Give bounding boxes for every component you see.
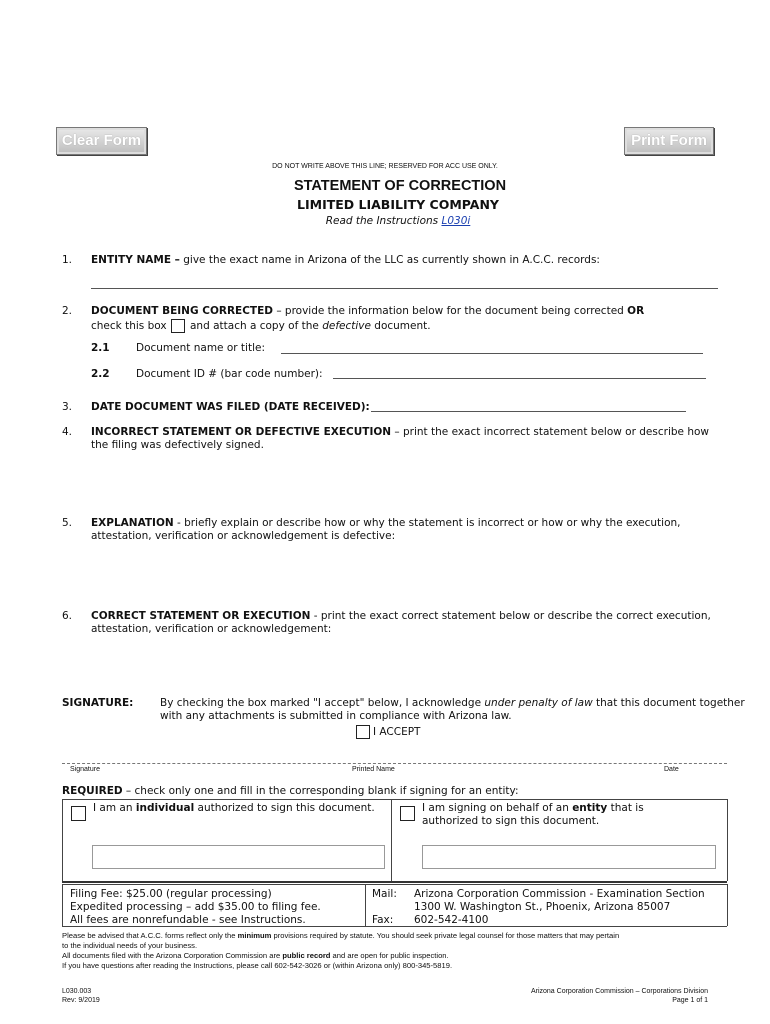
item-4-text xyxy=(91,426,709,438)
note-1c: provisions required by statute. You should seek private legal counsel for those matters that may pertain xyxy=(271,931,620,940)
item-5-number: 5. xyxy=(62,517,73,529)
note-3-public-record: public record xyxy=(282,951,331,960)
item-5-line2: attestation, verification or acknowledgement is defective: xyxy=(91,530,396,542)
page-title: STATEMENT OF CORRECTION xyxy=(293,178,507,194)
entity-text-c: that is xyxy=(607,802,644,814)
item-2-1-label: Document name or title: xyxy=(136,342,265,354)
mail-line-1: Arizona Corporation Commission - Examination Section xyxy=(414,888,705,900)
item-5-text xyxy=(91,517,681,529)
fees-box-bottom xyxy=(62,926,727,927)
item-2-attach-a: and attach a copy of the xyxy=(190,320,323,332)
fee-line-3: All fees are nonrefundable - see Instructions. xyxy=(70,914,306,926)
item-5-description: - briefly explain or describe how or why the statement is incorrect or how or why the execution, xyxy=(173,517,681,529)
item-2-2-label: Document ID # (bar code number): xyxy=(136,368,323,380)
signature-statement-line2: with any attachments is submitted in compliance with Arizona law. xyxy=(160,710,512,722)
item-6-line2: attestation, verification or acknowledgement: xyxy=(91,623,332,635)
instructions-line xyxy=(0,215,770,227)
entity-name-field[interactable] xyxy=(422,845,716,869)
required-box-top xyxy=(62,799,727,800)
attach-copy-checkbox[interactable] xyxy=(171,319,185,333)
item-2-heading: DOCUMENT BEING CORRECTED xyxy=(91,305,273,317)
i-accept-checkbox[interactable] xyxy=(356,725,370,739)
instructions-prefix: Read the Instructions xyxy=(325,215,439,227)
mail-line-2: 1300 W. Washington St., Phoenix, Arizona 85007 xyxy=(414,901,671,913)
mail-label: Mail: xyxy=(372,888,397,900)
signature-penalty: under penalty of law xyxy=(484,697,593,709)
item-2-text xyxy=(91,305,644,317)
item-1-text xyxy=(91,254,600,266)
required-box-right xyxy=(727,799,728,881)
i-accept-label: I ACCEPT xyxy=(373,726,421,738)
form-revision: Rev: 9/2019 xyxy=(62,997,100,1004)
item-4-line2: the filing was defectively signed. xyxy=(91,439,264,451)
date-column-label: Date xyxy=(664,766,679,773)
item-2-number: 2. xyxy=(62,305,73,317)
correct-statement-area[interactable] xyxy=(91,640,718,690)
required-description: – check only one and fill in the corresponding blank if signing for an entity: xyxy=(122,785,519,797)
note-line-4: If you have questions after reading the Instructions, please call 602-542-3026 or (within Arizona only) 800-345-5819. xyxy=(62,961,453,970)
item-2-or: OR xyxy=(627,305,645,317)
required-text xyxy=(62,785,519,797)
entity-text-a: I am signing on behalf of an xyxy=(422,802,573,814)
signature-column-label: Signature xyxy=(70,766,100,773)
signature-statement xyxy=(160,697,745,709)
signature-line[interactable] xyxy=(62,763,727,764)
fees-box-left xyxy=(62,884,63,926)
item-1-heading: ENTITY NAME – xyxy=(91,254,180,266)
item-4-description: – print the exact incorrect statement below or describe how xyxy=(391,426,709,438)
print-form-button[interactable]: Print Form xyxy=(624,127,714,155)
entity-text-bold: entity xyxy=(572,802,608,814)
note-1-minimum: minimum xyxy=(237,931,272,940)
signature-text-a: By checking the box marked "I accept" below, I acknowledge xyxy=(160,697,485,709)
required-box-bottom xyxy=(62,881,727,883)
entity-checkbox[interactable] xyxy=(400,806,415,821)
required-box-left xyxy=(62,799,63,881)
explanation-area[interactable] xyxy=(91,546,718,604)
item-6-heading: CORRECT STATEMENT OR EXECUTION xyxy=(91,610,311,622)
individual-name-field[interactable] xyxy=(92,845,385,869)
individual-text-a: I am an xyxy=(93,802,136,814)
note-1a: Please be advised that A.C.C. forms reflect only the xyxy=(62,931,238,940)
date-filed-field[interactable] xyxy=(371,411,686,412)
page-subtitle: LIMITED LIABILITY COMPANY xyxy=(297,197,499,212)
item-2-1-number: 2.1 xyxy=(91,342,110,354)
note-3a: All documents filed with the Arizona Corporation Commission are xyxy=(62,951,283,960)
note-line-3 xyxy=(62,951,449,960)
individual-text-c: authorized to sign this document. xyxy=(194,802,375,814)
fee-line-1: Filing Fee: $25.00 (regular processing) xyxy=(70,888,272,900)
page-number: Page 1 of 1 xyxy=(672,997,708,1004)
fax-number: 602-542-4100 xyxy=(414,914,489,926)
clear-form-button[interactable]: Clear Form xyxy=(56,127,147,155)
item-4-number: 4. xyxy=(62,426,73,438)
signature-label: SIGNATURE: xyxy=(62,697,134,709)
entity-option-line2: authorized to sign this document. xyxy=(422,815,600,827)
note-line-1 xyxy=(62,931,619,940)
incorrect-statement-area[interactable] xyxy=(91,455,718,510)
entity-name-field[interactable] xyxy=(91,288,718,289)
item-5-heading: EXPLANATION xyxy=(91,517,174,529)
note-3c: and are open for public inspection. xyxy=(330,951,449,960)
item-2-attach-text xyxy=(190,320,431,332)
fax-label: Fax: xyxy=(372,914,394,926)
item-6-number: 6. xyxy=(62,610,73,622)
individual-checkbox[interactable] xyxy=(71,806,86,821)
individual-text-bold: individual xyxy=(135,802,195,814)
item-6-description: - print the exact correct statement below or describe the correct execution, xyxy=(310,610,711,622)
item-2-description: – provide the information below for the document being corrected xyxy=(272,305,628,317)
instructions-link[interactable]: L030i xyxy=(441,215,471,227)
item-3-heading: DATE DOCUMENT WAS FILED (DATE RECEIVED): xyxy=(91,401,370,413)
entity-option-text xyxy=(422,802,644,814)
document-id-field[interactable] xyxy=(333,378,706,379)
fee-line-2: Expedited processing – add $35.00 to filing fee. xyxy=(70,901,321,913)
individual-option-text xyxy=(93,802,375,814)
item-2-attach-b: document. xyxy=(370,320,431,332)
note-line-2: to the individual needs of your business. xyxy=(62,941,198,950)
item-3-number: 3. xyxy=(62,401,73,413)
reserved-note: DO NOT WRITE ABOVE THIS LINE; RESERVED FOR ACC USE ONLY. xyxy=(272,163,498,170)
form-code: L030.003 xyxy=(62,988,92,995)
item-4-heading: INCORRECT STATEMENT OR DEFECTIVE EXECUTION xyxy=(91,426,392,438)
item-1-number: 1. xyxy=(62,254,73,266)
item-1-description: give the exact name in Arizona of the LLC as currently shown in A.C.C. records: xyxy=(179,254,600,266)
document-name-field[interactable] xyxy=(281,353,703,354)
fees-box-divider xyxy=(365,884,366,926)
item-2-defective: defective xyxy=(322,320,371,332)
item-2-2-number: 2.2 xyxy=(91,368,110,380)
signature-text-c: that this document together xyxy=(592,697,745,709)
required-heading: REQUIRED xyxy=(62,785,123,797)
printed-name-column-label: Printed Name xyxy=(352,766,395,773)
footer-agency: Arizona Corporation Commission – Corporations Division xyxy=(530,988,708,995)
fees-box-right xyxy=(727,884,728,926)
item-2-check-text: check this box xyxy=(91,320,167,332)
item-6-text xyxy=(91,610,711,622)
required-box-divider xyxy=(391,799,392,881)
fees-box-top xyxy=(62,884,727,885)
